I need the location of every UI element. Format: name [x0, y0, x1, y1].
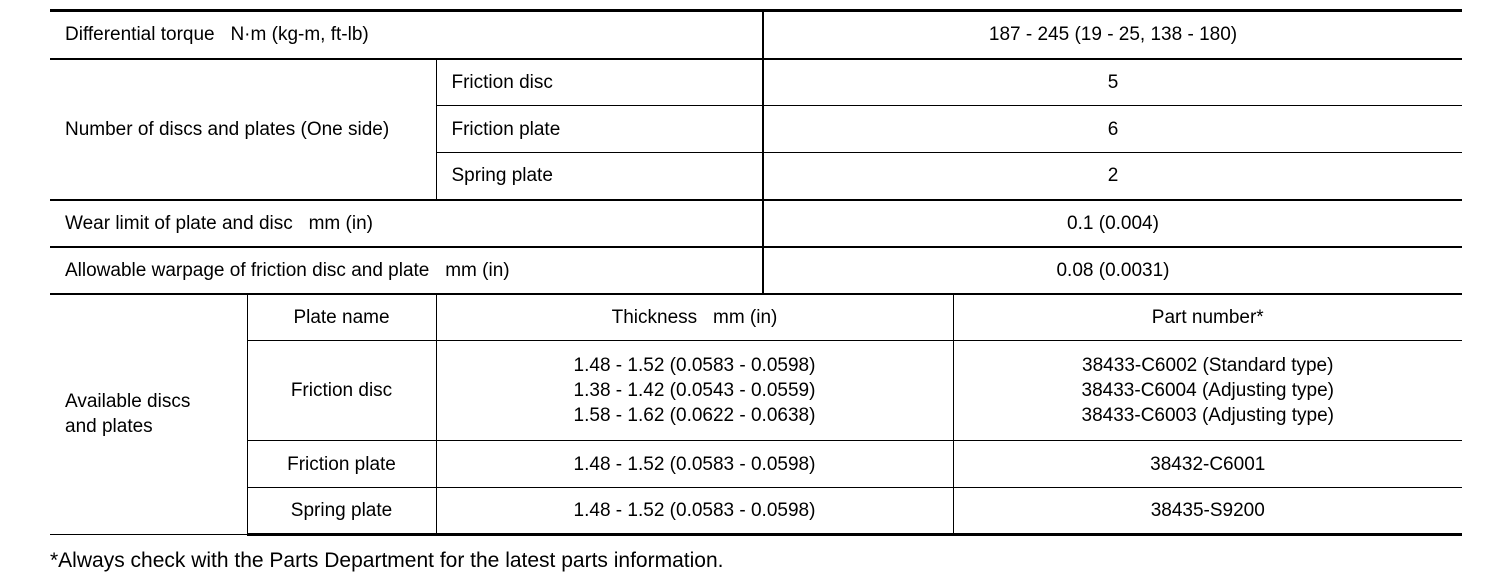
part-number: 38435-S9200 — [953, 488, 1462, 535]
plate-name: Friction disc — [247, 341, 436, 441]
warpage-value: 0.08 (0.0031) — [763, 247, 1462, 294]
torque-row — [50, 11, 1462, 59]
discs-row-name: Friction plate — [436, 106, 763, 153]
plate-name: Spring plate — [247, 488, 436, 535]
plate-name: Friction plate — [247, 441, 436, 488]
discs-row-value: 6 — [763, 106, 1462, 153]
thickness-value: 1.48 - 1.52 (0.0583 - 0.0598) — [436, 488, 953, 535]
header-part-number: Part number* — [953, 294, 1462, 341]
part-number-cell — [953, 341, 1462, 441]
thickness-value: 1.38 - 1.42 (0.0543 - 0.0559) — [573, 380, 816, 401]
part-number: 38433-C6003 (Adjusting type) — [1081, 405, 1334, 426]
discs-row-value: 5 — [763, 59, 1462, 106]
available-label-line: Available discs — [65, 391, 191, 413]
wear-limit-label: Wear limit of plate and disc mm (in) — [50, 200, 763, 247]
thickness-value: 1.58 - 1.62 (0.0622 - 0.0638) — [573, 405, 816, 426]
available-label-line: and plates — [65, 416, 153, 438]
part-number: 38433-C6002 (Standard type) — [1082, 355, 1334, 376]
wear-limit-row — [50, 200, 1462, 247]
warpage-row — [50, 247, 1462, 294]
torque-value: 187 - 245 (19 - 25, 138 - 180) — [763, 11, 1462, 59]
spring-plate-row — [50, 488, 1462, 535]
available-header-row — [50, 294, 1462, 341]
thickness-cell — [436, 341, 953, 441]
thickness-value: 1.48 - 1.52 (0.0583 - 0.0598) — [436, 441, 953, 488]
discs-plates-label: Number of discs and plates (One side) — [50, 59, 436, 200]
part-number: 38433-C6004 (Adjusting type) — [1081, 380, 1334, 401]
footnote: *Always check with the Parts Department for the latest parts information. — [50, 549, 724, 572]
header-thickness: Thickness mm (in) — [436, 294, 953, 341]
wear-limit-value: 0.1 (0.004) — [763, 200, 1462, 247]
header-plate-name: Plate name — [247, 294, 436, 341]
friction-disc-row — [50, 341, 1462, 441]
discs-row-value: 2 — [763, 153, 1462, 200]
available-label — [50, 294, 247, 535]
torque-label: Differential torque N·m (kg-m, ft-lb) — [50, 11, 763, 59]
discs-row-name: Spring plate — [436, 153, 763, 200]
part-number: 38432-C6001 — [953, 441, 1462, 488]
spec-table — [50, 9, 1462, 536]
thickness-value: 1.48 - 1.52 (0.0583 - 0.0598) — [573, 355, 816, 376]
discs-row-name: Friction disc — [436, 59, 763, 106]
discs-row-friction-disc — [50, 59, 1462, 106]
warpage-label: Allowable warpage of friction disc and plate mm (in) — [50, 247, 763, 294]
friction-plate-row — [50, 441, 1462, 488]
